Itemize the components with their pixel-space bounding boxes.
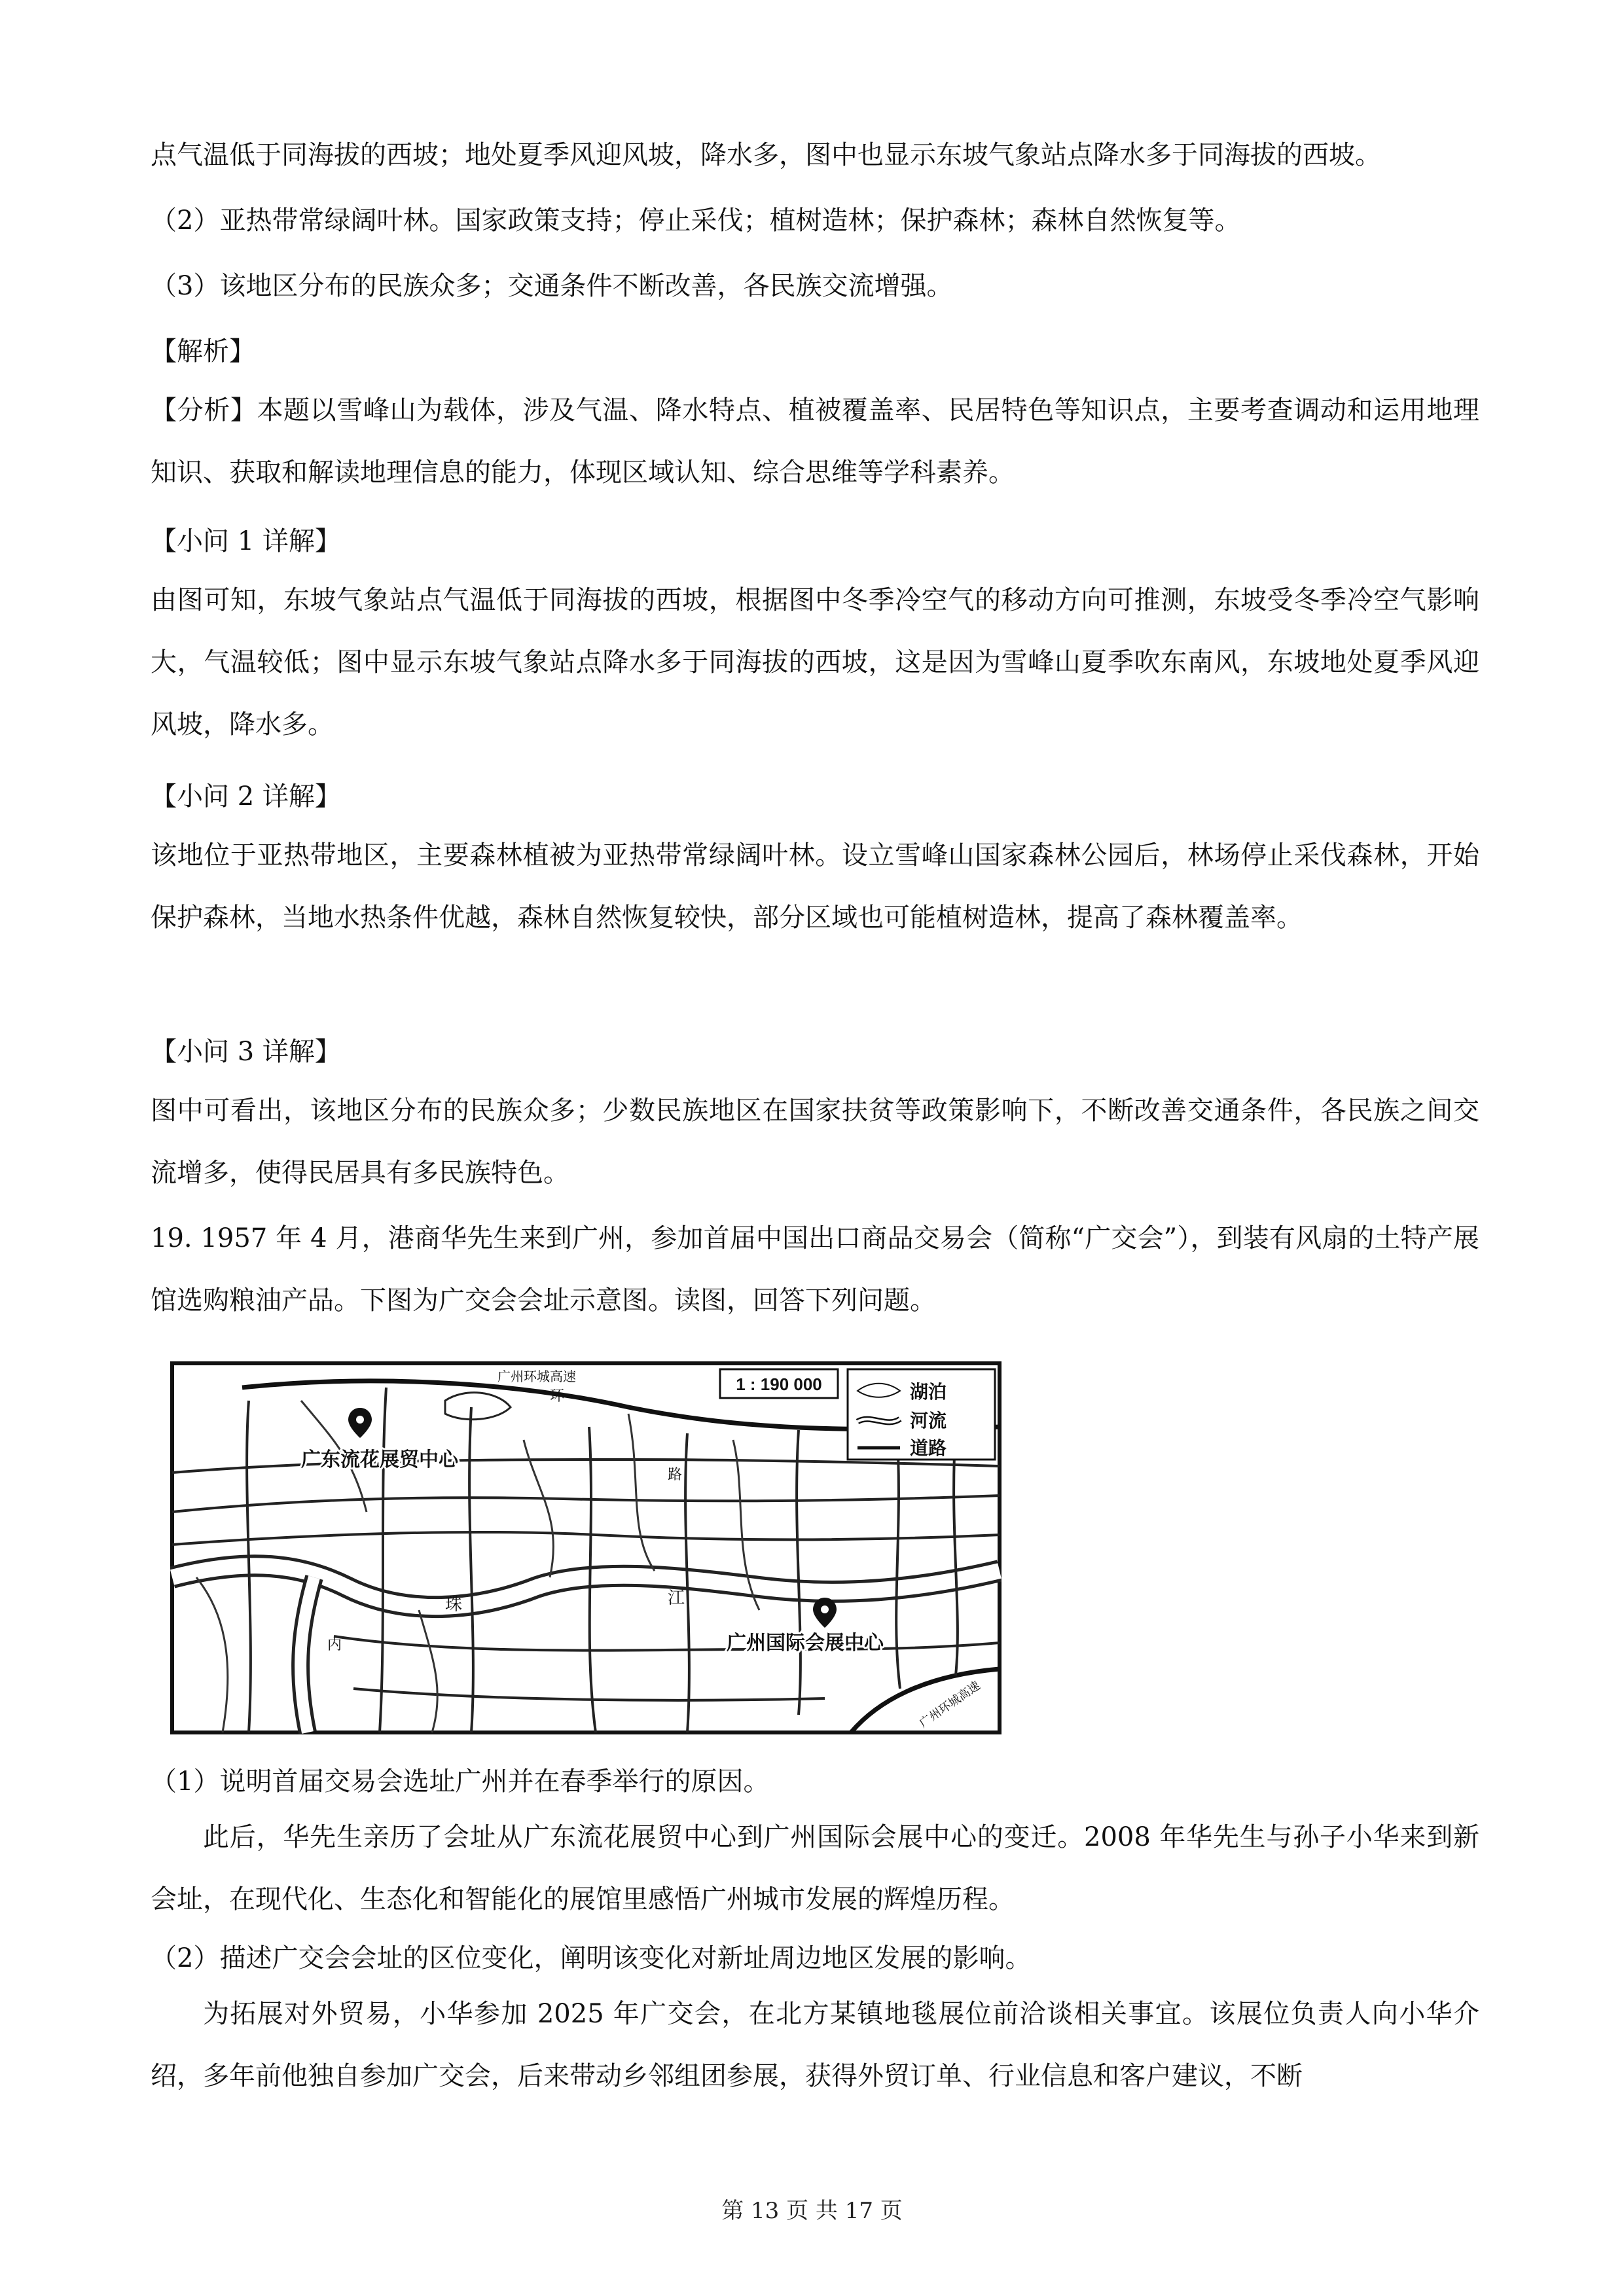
analysis-text: 【分析】本题以雪峰山为载体，涉及气温、降水特点、植被覆盖率、民居特色等知识点，主要考查调动和运用地理知识、获取和解读地理信息的能力，体现区域认知、综合思维等学科素养。 bbox=[151, 395, 1479, 488]
map-legend bbox=[848, 1369, 995, 1460]
legend-river-label: 河流 bbox=[910, 1410, 947, 1431]
venue-location-map bbox=[170, 1361, 1001, 1734]
label-ring-road-br: 广州环城高速 bbox=[916, 1678, 983, 1731]
question-19-para3: 为拓展对外贸易，小华参加 2025 年广交会，在北方某镇地毯展位前洽谈相关事宜。该展位负责人向小华介绍，多年前他独自参加广交会，后来带动乡邻组团参展，获得外贸订单、行业信息和客户建议，不断 bbox=[151, 1999, 1479, 2091]
label-river-jiang: 江 bbox=[668, 1588, 685, 1607]
label-liuhua: 广东流花展贸中心 bbox=[301, 1449, 458, 1471]
q3-heading: 【小问 3 详解】 bbox=[151, 1037, 341, 1067]
q2-text: 该地位于亚热带地区，主要森林植被为亚热带常绿阔叶林。设立雪峰山国家森林公园后，林场停止采伐森林，开始保护森林，当地水热条件优越，森林自然恢复较快，部分区域也可能植树造林，提高了森林覆盖率。 bbox=[151, 840, 1479, 933]
analysis-heading: 【解析】 bbox=[151, 336, 255, 367]
answer-line-3: （3）该地区分布的民族众多；交通条件不断改善，各民族交流增强。 bbox=[151, 271, 953, 301]
q2-heading: 【小问 2 详解】 bbox=[151, 781, 341, 812]
legend-lake-label: 湖泊 bbox=[910, 1382, 947, 1402]
answer-line-1: 点气温低于同海拔的西坡；地处夏季风迎风坡，降水多，图中也显示东坡气象站点降水多于同海拔的西坡。 bbox=[151, 140, 1381, 170]
question-19-sub2: （2）描述广交会会址的区位变化，阐明该变化对新址周边地区发展的影响。 bbox=[151, 1943, 1032, 1973]
q1-text: 由图可知，东坡气象站点气温低于同海拔的西坡，根据图中冬季冷空气的移动方向可推测，东坡受冬季冷空气影响大，气温较低；图中显示东坡气象站点降水多于同海拔的西坡，这是因为雪峰山夏季吹东南风，东坡地处夏季风迎风坡，降水多。 bbox=[151, 585, 1479, 740]
label-pazhou: 广州国际会展中心 bbox=[727, 1632, 884, 1654]
question-19-sub1: （1）说明首届交易会选址广州并在春季举行的原因。 bbox=[151, 1767, 770, 1797]
label-ring-road-top: 广州环城高速 bbox=[497, 1370, 576, 1384]
question-19-para2: 此后，华先生亲历了会址从广东流花展贸中心到广州国际会展中心的变迁。2008 年华先生与孙子小华来到新会址，在现代化、生态化和智能化的展馆里感悟广州城市发展的辉煌历程。 bbox=[151, 1822, 1479, 1914]
label-river-zhu: 珠 bbox=[445, 1594, 463, 1614]
question-19-intro: 19. 1957 年 4 月，港商华先生来到广州，参加首届中国出口商品交易会（简称“广交会”），到装有风扇的土特产展馆选购粮油产品。下图为广交会会址示意图。读图，回答下列问题。 bbox=[151, 1223, 1479, 1316]
legend-road-label: 道路 bbox=[910, 1438, 947, 1458]
scale-box bbox=[720, 1369, 838, 1398]
page-footer: 第 13 页 共 17 页 bbox=[721, 2198, 903, 2224]
q1-heading: 【小问 1 详解】 bbox=[151, 526, 341, 556]
label-misc-1: 环 bbox=[550, 1388, 565, 1404]
answer-line-2: （2）亚热带常绿阔叶林。国家政策支持；停止采伐；植树造林；保护森林；森林自然恢复等。 bbox=[151, 206, 1241, 236]
scale-text: 1 : 190 000 bbox=[736, 1374, 822, 1394]
q3-text: 图中可看出，该地区分布的民族众多；少数民族地区在国家扶贫等政策影响下，不断改善交通条件，各民族之间交流增多，使得民居具有多民族特色。 bbox=[151, 1096, 1479, 1188]
label-misc-2: 路 bbox=[668, 1466, 683, 1482]
label-misc-3: 内 bbox=[327, 1636, 342, 1653]
